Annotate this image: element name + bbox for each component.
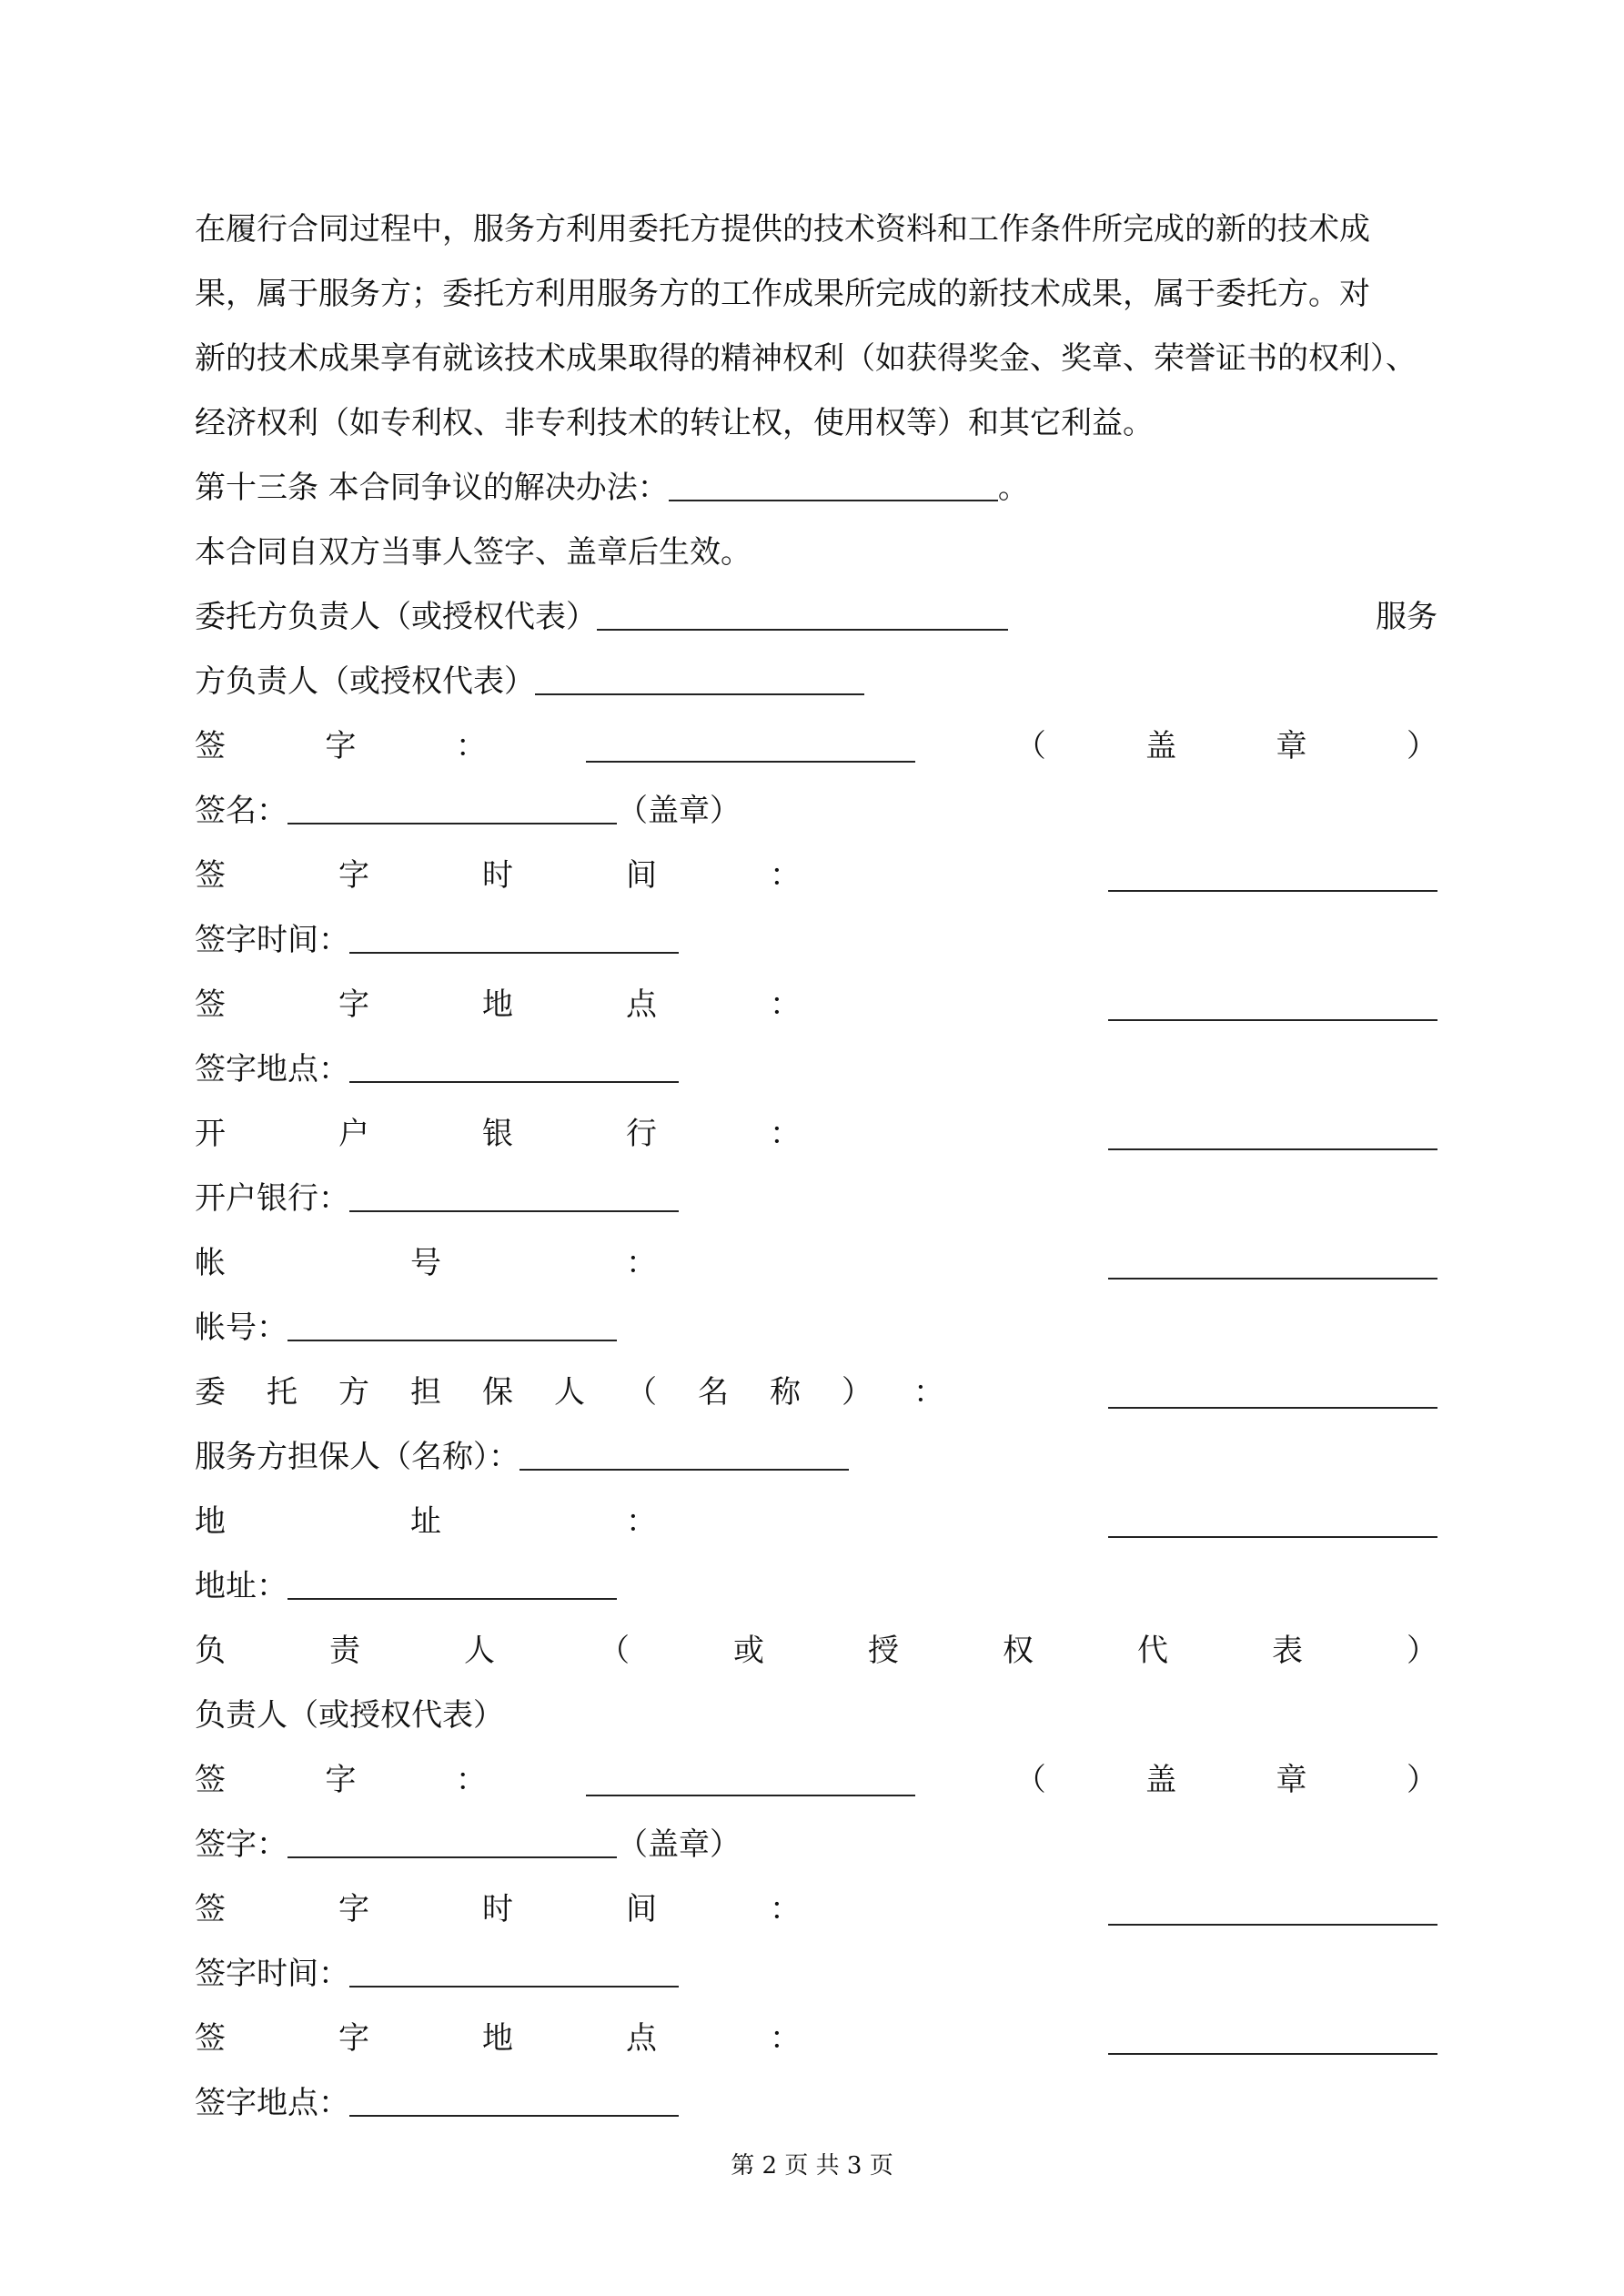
client-sign-blank-2[interactable] [586, 1764, 915, 1796]
label-char: ： [770, 986, 801, 1023]
label-char: 地 [195, 1503, 226, 1540]
label-char: 行 [626, 1116, 657, 1152]
clause-12-line-2: 果，属于服务方；委托方利用服务方的工作成果所完成的新技术成果，属于委托方。对 [195, 276, 1370, 312]
label-char: 授 [868, 1633, 899, 1669]
service-address-line [195, 1553, 1437, 1619]
clause-13-suffix: 。 [997, 470, 1029, 506]
service-seal-label-2: （盖章） [617, 1826, 741, 1863]
client-guarantor-line [195, 1360, 1437, 1425]
client-account-blank[interactable] [1108, 1247, 1437, 1279]
service-seal-label: （盖章） [617, 793, 741, 829]
label-char: 间 [626, 1891, 657, 1927]
service-rep-label: 方负责人（或授权代表） [195, 663, 535, 700]
label-char: 人 [554, 1374, 585, 1411]
service-sign-place-label-2: 签字地点： [195, 2085, 349, 2121]
client-sign-place-blank-2[interactable] [1108, 2022, 1437, 2055]
clause-12-line-1: 在履行合同过程中，服务方利用委托方提供的技术资料和工作条件所完成的新的技术成 [195, 211, 1370, 248]
label-char: 签 [195, 986, 226, 1023]
client-sign-char: 签 [195, 1762, 226, 1798]
label-char: 时 [482, 1891, 513, 1927]
client-sign-place-line [195, 972, 1437, 1037]
effective-statement: 本合同自双方当事人签字、盖章后生效。 [195, 534, 751, 571]
client-rep-blank[interactable] [597, 598, 1008, 631]
label-char: 签 [195, 1891, 226, 1927]
service-sign-line-1 [195, 778, 1437, 844]
label-char: 号 [410, 1245, 441, 1281]
client-bank-blank[interactable] [1108, 1118, 1437, 1150]
label-char: 签 [195, 2020, 226, 2057]
label-char: 开 [195, 1116, 226, 1152]
dispute-resolution-blank[interactable] [669, 469, 998, 501]
client-bank-line [195, 1101, 1437, 1167]
service-sign-place-line [195, 1037, 1437, 1102]
client-sign-char: ： [455, 1762, 487, 1798]
client-seal-char: 章 [1276, 728, 1307, 764]
service-sign-place-blank-2[interactable] [349, 2084, 679, 2117]
service-bank-blank[interactable] [349, 1179, 679, 1212]
service-sign-blank[interactable] [287, 792, 617, 824]
service-sign-time-label: 签字时间： [195, 922, 349, 958]
service-sign-label: 签名： [195, 793, 287, 829]
label-char: ： [770, 2020, 801, 2057]
service-sign-place-line-2 [195, 2070, 1437, 2136]
label-char: 保 [482, 1374, 513, 1411]
client-seal-char: （ [1014, 728, 1046, 764]
label-char: 委 [195, 1374, 226, 1411]
label-char: ： [770, 857, 801, 894]
service-guarantor-label: 服务方担保人（名称）： [195, 1439, 519, 1475]
client-seal-char: 盖 [1145, 728, 1177, 764]
label-char: 或 [733, 1633, 764, 1669]
client-sign-line-1 [195, 713, 1437, 779]
clause-13-line [195, 455, 1437, 521]
service-sign-place-blank[interactable] [349, 1050, 679, 1083]
client-sign-time-line [195, 843, 1437, 908]
label-char: ： [770, 1891, 801, 1927]
service-account-line [195, 1295, 1437, 1360]
client-sign-time-line-2 [195, 1876, 1437, 1942]
label-char: 地 [482, 2020, 513, 2057]
client-seal-char: ） [1406, 1762, 1437, 1798]
label-char: 代 [1137, 1633, 1168, 1669]
label-char: ） [1407, 1633, 1437, 1669]
label-char: 字 [338, 1891, 369, 1927]
label-char: ： [913, 1374, 944, 1411]
service-guarantor-blank[interactable] [519, 1438, 849, 1471]
clause-13-text: 第十三条 本合同争议的解决办法： [195, 470, 669, 506]
label-char: 字 [338, 986, 369, 1023]
label-char: 字 [338, 2020, 369, 2057]
label-char: 点 [626, 986, 657, 1023]
service-address-label: 地址： [195, 1568, 287, 1604]
label-char: 字 [338, 857, 369, 894]
client-seal-char: 章 [1276, 1762, 1307, 1798]
label-char: 时 [482, 857, 513, 894]
service-guarantor-line [195, 1424, 1437, 1490]
service-sign-time-blank-2[interactable] [349, 1955, 679, 1988]
client-seal-char: （ [1014, 1762, 1046, 1798]
label-char: 称 [770, 1374, 801, 1411]
label-char: ： [626, 1503, 657, 1540]
label-char: ： [626, 1245, 657, 1281]
label-char: 名 [698, 1374, 729, 1411]
label-char: 方 [338, 1374, 369, 1411]
client-guarantor-blank[interactable] [1108, 1376, 1437, 1409]
page-footer: 第 2 页 共 3 页 [731, 2152, 893, 2180]
clause-12-line-4: 经济权利（如专利权、非专利技术的转让权，使用权等）和其它利益。 [195, 405, 1154, 441]
service-account-label: 帐号： [195, 1310, 287, 1346]
label-char: 间 [626, 857, 657, 894]
service-sign-time-label-2: 签字时间： [195, 1956, 349, 1992]
clause-12-line-3: 新的技术成果享有就该技术成果取得的精神权利（如获得奖金、奖章、荣誉证书的权利）、 [195, 340, 1417, 377]
client-rep-line-2 [195, 1618, 1437, 1684]
client-seal-char: 盖 [1145, 1762, 1177, 1798]
label-char: 责 [329, 1633, 360, 1669]
client-rep-label: 委托方负责人（或授权代表） [195, 599, 597, 635]
label-char: 签 [195, 857, 226, 894]
client-sign-time-blank-2[interactable] [1108, 1893, 1437, 1926]
label-char: 表 [1272, 1633, 1303, 1669]
client-rep-group [195, 584, 1008, 650]
client-sign-char: 字 [325, 728, 357, 764]
label-char: （ [626, 1374, 657, 1411]
service-sign-time-blank[interactable] [349, 921, 679, 954]
client-rep-tail: 服务 [1376, 599, 1437, 635]
client-sign-line-2 [195, 1747, 1437, 1813]
label-char: 地 [482, 986, 513, 1023]
service-rep-line-2: 负责人（或授权代表） [195, 1697, 504, 1734]
label-char: 权 [1003, 1633, 1034, 1669]
label-char: 帐 [195, 1245, 226, 1281]
client-sign-char: 字 [325, 1762, 357, 1798]
client-sign-place-blank[interactable] [1108, 988, 1437, 1021]
service-bank-label: 开户银行： [195, 1180, 349, 1217]
service-sign-place-label: 签字地点： [195, 1051, 349, 1087]
service-bank-line [195, 1166, 1437, 1231]
client-sign-blank[interactable] [586, 730, 915, 763]
client-sign-time-blank[interactable] [1108, 859, 1437, 892]
service-sign-label-2: 签字： [195, 1826, 287, 1863]
client-rep-line [195, 584, 1437, 650]
label-char: ： [770, 1116, 801, 1152]
label-char: ） [842, 1374, 873, 1411]
client-seal-char: ） [1406, 728, 1437, 764]
service-rep-blank[interactable] [535, 663, 864, 695]
service-rep-line [195, 649, 1437, 714]
client-address-blank[interactable] [1108, 1505, 1437, 1538]
client-address-line [195, 1489, 1437, 1554]
label-char: 户 [338, 1116, 369, 1152]
label-char: 银 [482, 1116, 513, 1152]
label-char: 址 [410, 1503, 441, 1540]
service-sign-time-line-2 [195, 1941, 1437, 2007]
label-char: 负 [195, 1633, 226, 1669]
label-char: 点 [626, 2020, 657, 2057]
service-sign-time-line [195, 907, 1437, 973]
service-sign-blank-2[interactable] [287, 1826, 617, 1858]
service-account-blank[interactable] [287, 1309, 617, 1341]
client-sign-char: ： [455, 728, 487, 764]
client-account-line [195, 1230, 1437, 1296]
service-address-blank[interactable] [287, 1567, 617, 1600]
label-char: （ [599, 1633, 630, 1669]
label-char: 担 [410, 1374, 441, 1411]
service-sign-line-2 [195, 1812, 1437, 1877]
client-sign-place-line-2 [195, 2006, 1437, 2071]
label-char: 人 [464, 1633, 495, 1669]
client-sign-char: 签 [195, 728, 226, 764]
label-char: 托 [267, 1374, 298, 1411]
